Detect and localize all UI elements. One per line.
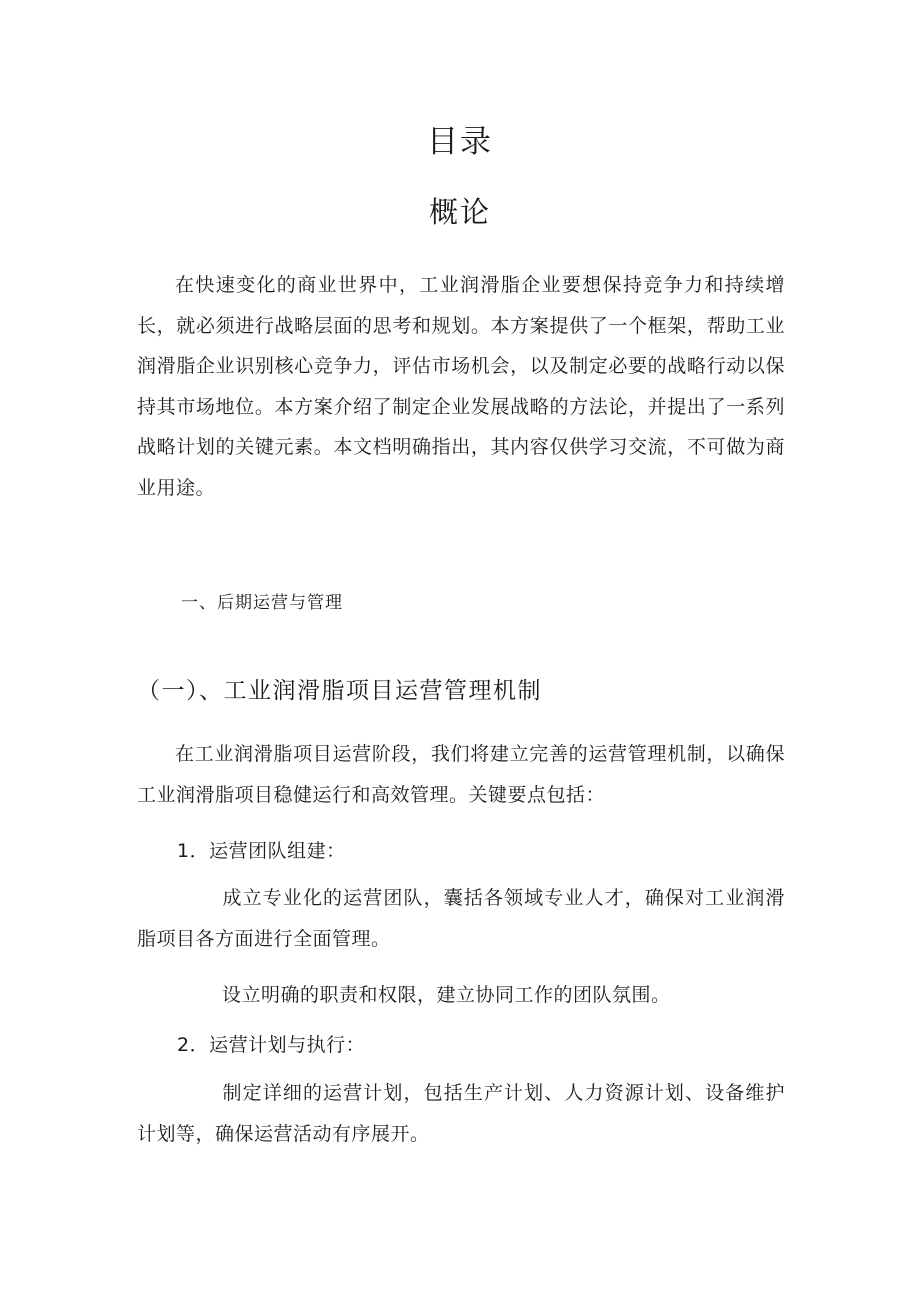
subsection-heading: （一）、工业润滑脂项目运营管理机制 (137, 678, 542, 704)
section-heading: 一、后期运营与管理 (181, 593, 343, 613)
list-item-heading: 2．运营计划与执行： (177, 1034, 366, 1056)
list-item-paragraph: 制定详细的运营计划，包括生产计划、人力资源计划、设备维护计划等，确保运营活动有序展开。 (137, 1082, 785, 1145)
list-item-heading: 1．运营团队组建： (177, 840, 346, 862)
list-item-paragraph: 成立专业化的运营团队，囊括各领域专业人才，确保对工业润滑脂项目各方面进行全面管理。 (137, 887, 785, 950)
chapter-title: 概论 (428, 195, 491, 229)
document-title: 目录 (427, 124, 493, 160)
intro-paragraph: 在快速变化的商业世界中，工业润滑脂企业要想保持竞争力和持续增长，就必须进行战略层面的思考和规划。本方案提供了一个框架，帮助工业润滑脂企业识别核心竞争力，评估市场机会，以及制定必要的战略行动以保持其市场地位。本方案介绍了制定企业发展战略的方法论，并提出了一系列战略计划的关键元素。本文档明确指出，其内容仅供学习交流，不可做为商业用途。 (137, 274, 785, 499)
body-paragraph: 在工业润滑脂项目运营阶段，我们将建立完善的运营管理机制，以确保工业润滑脂项目稳健运行和高效管理。关键要点包括： (137, 743, 785, 806)
list-item-paragraph: 设立明确的职责和权限，建立协同工作的团队氛围。 (222, 984, 671, 1006)
